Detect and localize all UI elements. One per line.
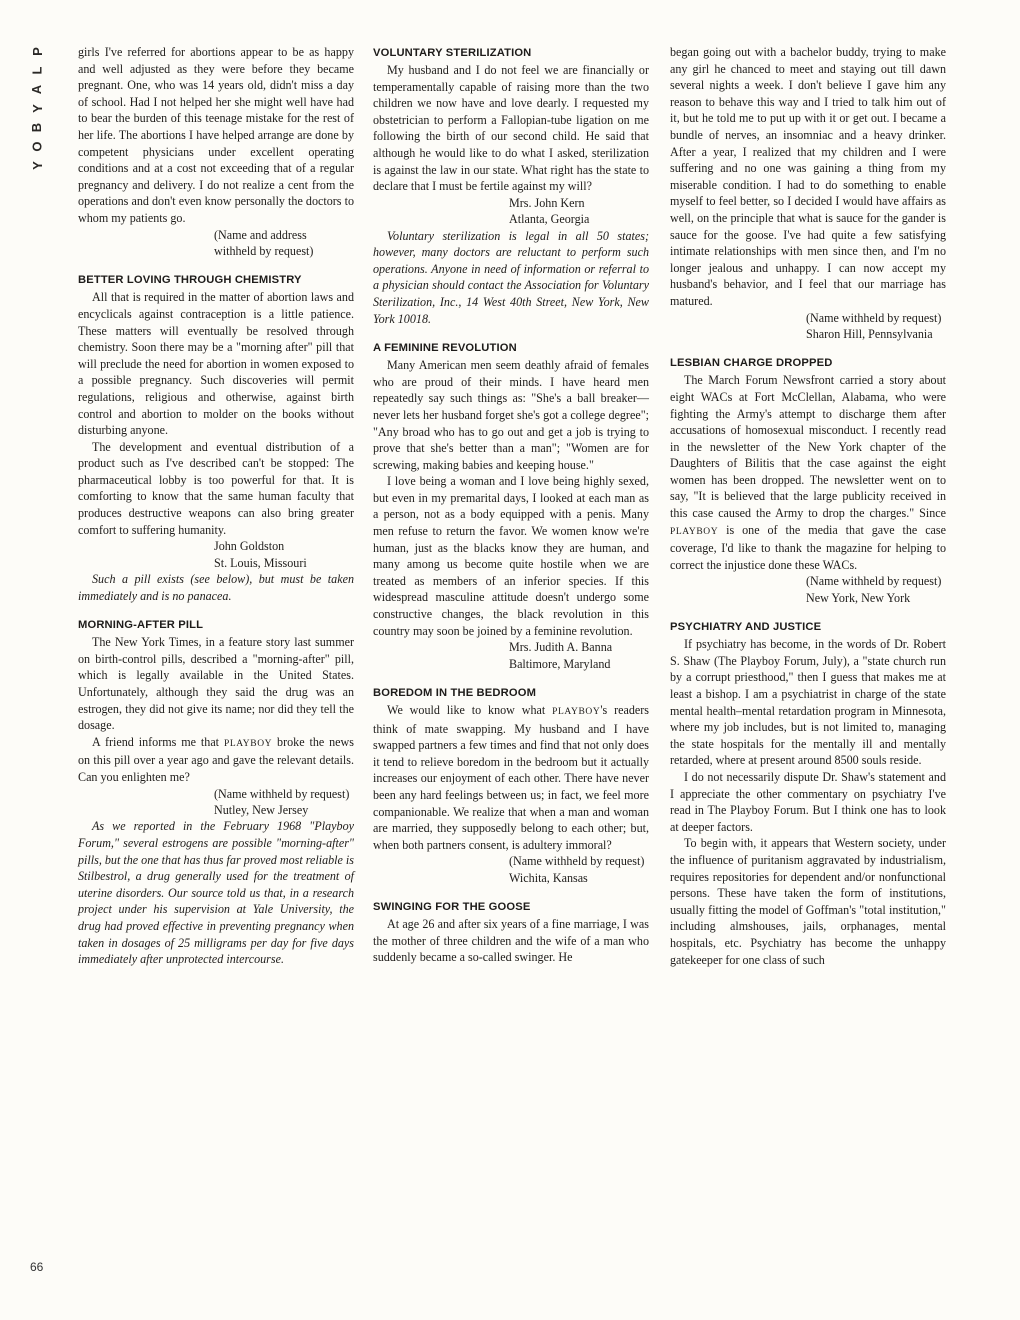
editor-reply: Such a pill exists (see below), but must be taken immediately and is no panacea. xyxy=(78,572,354,603)
letter-paragraph: girls I've referred for abortions appear to be as happy and well adjusted as they were before they became pregnant. One, who was 14 years old, didn't miss a day of school. Had I not helped her she might well have had to bear the burden of this teenage mistake for the rest of her life. The abortions I have helped arrange are done by competent physicians under excellent operating conditions and at a cost not exceeding that of a regular pregnancy and delivery. I do not realize a cent from the operations and don't even know personally the doctors to whom my patients go. xyxy=(78,45,354,225)
magazine-letter: Y xyxy=(29,104,45,113)
letter-signature-line: Mrs. John Kern xyxy=(509,195,585,210)
magazine-letter: B xyxy=(29,122,45,133)
letter-paragraph: At age 26 and after six years of a fine marriage, I was the mother of three children and the wife of a man who suddenly became a so-called swinger. He xyxy=(373,917,649,965)
letter-heading: MORNING-AFTER PILL xyxy=(78,619,204,632)
text-column-2 xyxy=(373,46,649,966)
text-column-3 xyxy=(670,44,946,968)
letter-heading: A FEMININE REVOLUTION xyxy=(373,342,517,355)
letter-heading: BETTER LOVING THROUGH CHEMISTRY xyxy=(78,274,302,287)
letter-signature-line: Wichita, Kansas xyxy=(509,870,588,885)
letter-signature-line: (Name withheld by request) xyxy=(214,786,350,801)
letter-heading: LESBIAN CHARGE DROPPED xyxy=(670,357,833,370)
letter-heading: BOREDOM IN THE BEDROOM xyxy=(373,687,537,700)
letter-signature-line: Nutley, New Jersey xyxy=(214,803,309,817)
letter-paragraph: To begin with, it appears that Western society, under the influence of puritanism aggravated by industrialism, requires repositories for dependent and/or nonfunctional persons. These have taken the form of institutions, usually fitting the model of Goffman's "total institution," including almshouses, jails, orphanages, mental hospitals, etc. Psychiatry has become the unhappy gatekeeper for one class of such xyxy=(670,836,946,967)
letter-signature-line: Sharon Hill, Pennsylvania xyxy=(806,326,933,341)
letter-paragraph: The New York Times, in a feature story last summer on birth-control pills, described a "morning-after" pill, which is legally available in the United States. Unfortunately, although they said the drug was an estrogen, they did not give its name; nor did they tell the dosage. xyxy=(78,635,354,733)
letter-heading: SWINGING FOR THE GOOSE xyxy=(373,901,531,914)
letter-paragraph: A friend informs me that PLAYBOY broke the news on this pill over a year ago and gave the relevant details. Can you enlighten me? xyxy=(78,734,354,784)
magazine-name-smallcaps: PLAYBOY xyxy=(670,526,719,537)
magazine-name-smallcaps: PLAYBOY xyxy=(552,707,601,718)
magazine-letter: Y xyxy=(29,161,45,170)
letter-paragraph: If psychiatry has become, in the words of Dr. Robert S. Shaw (The Playboy Forum, July), a "state church run by a corrupt priesthood," then I guess that makes me at least a bishop. I am a psychiatrist in charge of the state mental health–mental retardation program in Minnesota, where my job includes, but is not limited to, managing the state hospitals for the mentally ill and mentally retarded, where at present around 8500 souls reside. xyxy=(670,637,946,768)
letter-paragraph: I do not necessarily dispute Dr. Shaw's statement and I appreciate the other commentary on psychiatry I've read in The Playboy Forum. But I think one has to look at deeper factors. xyxy=(670,770,946,834)
letter-signature-line: (Name and address xyxy=(214,227,307,242)
magazine-letter: O xyxy=(29,141,45,152)
magazine-name-smallcaps: PLAYBOY xyxy=(223,738,273,749)
letter-signature-line: withheld by request) xyxy=(214,243,314,258)
letter-signature-line: (Name withheld by request) xyxy=(509,854,645,869)
page-number: 66 xyxy=(30,1260,44,1274)
letter-paragraph: I love being a woman and I love being highly sexed, but even in my premarital days, I looked at each man as a person, not as a body equipped with a penis. Many men refuse to return the favor. We women know we're human, just as the blacks know they are human, and many among us become quite hostile when we are treated as members of an inferior species. If this widespread masculine attitude doesn't undergo some constructive changes, the black revolution in this country may soon be joined by a feminine revolution. xyxy=(373,474,649,638)
letter-signature-line: Baltimore, Maryland xyxy=(509,656,611,671)
letter-signature-line: (Name withheld by request) xyxy=(806,574,942,589)
letter-heading: PSYCHIATRY AND JUSTICE xyxy=(670,621,822,634)
letter-paragraph: All that is required in the matter of abortion laws and encyclicals against contraception is a little patience. These matters will eventually be resolved through chemistry. Soon there may be a "morning after" pill that will preclude the need for abortion in women exposed to a possible pregnancy. Such discoveries will permit regulations, religious and otherwise, against birth control and abortion to molder on the books without disturbing anyone. xyxy=(78,290,354,438)
letter-heading: VOLUNTARY STERILIZATION xyxy=(373,47,532,59)
letter-signature-line: Atlanta, Georgia xyxy=(509,212,590,227)
letter-paragraph: The March Forum Newsfront carried a story about eight WACs at Fort McClellan, Alabama, who were fighting the Army's attempt to discharge them after accusations of homosexual misconduct. I recently read in the newsletter of the New York chapter of the Daughters of Bilitis that the case against the eight women has been dropped. The newsletter went on to say, "It is believed that the large publicity received in this case caused the Army to drop the charges." Since PLAYBOY is one of the media that gave the case coverage, I'd like to thank the magazine for helping to correct the injustice done these WACs. xyxy=(670,373,946,572)
letter-signature-line: New York, New York xyxy=(806,590,911,605)
letter-paragraph: We would like to know what PLAYBOY's readers think of mate swapping. My husband and I have swapped partners a few times and find that not only does it tend to relieve boredom in the bedroom but it actually increases our enjoyment of each other. There have never been any hard feelings between us; in fact, we feel more companionable. We realize that when a man and woman are married, they supposedly belong to each other; but, when both partners consent, is adultery immoral? xyxy=(373,703,649,852)
letter-signature-line: John Goldston xyxy=(214,539,285,554)
letter-signature-line: St. Louis, Missouri xyxy=(214,555,307,570)
editor-reply: As we reported in the February 1968 "Playboy Forum," several estrogens are possible "morning-after" pills, but the one that has thus far proved most reliable is Stilbestrol, a drug generally used for the treatment of uterine disorders. Our source told us that, in a research project under his supervision at Yale University, the drug had proved effective in preventing pregnancy when taken in dosages of 25 milligrams per day for five days immediately after unprotected intercourse. xyxy=(78,819,354,967)
letter-paragraph: Many American men seem deathly afraid of females who are proud of their minds. I have heard men repeatedly say such things as: "She's a ball breaker—never lets her husband forget she's got a college degree"; "Any broad who has to go out and get a job is trying to prove that she's better than a man"; "Women are for screwing, making babies and keeping house." xyxy=(373,358,649,472)
editor-reply: Voluntary sterilization is legal in all 50 states; however, many doctors are reluctant to perform such operations. Anyone in need of information or referral to a physician should contact the Association for Voluntary Sterilization, Inc., 14 West 40th Street, New York, New York 10018. xyxy=(373,228,649,326)
letter-paragraph: The development and eventual distribution of a product such as I've described can't be stopped: The pharmaceutical lobby is too powerful for that. It is comforting to know that the same human faculty that produces destructive weapons can also bring greater comfort to suffering humanity. xyxy=(78,439,354,537)
letter-paragraph: My husband and I do not feel we are financially or temperamentally capable of raising more than the two children we now have and love dearly. I requested my obstetrician to perform a Fallopian-tube ligation on me following the birth of our second child. He said that although he would like to do what I asked, sterilization is against the law in our state. What right has the state to declare that I must be fertile against my will? xyxy=(373,63,649,194)
magazine-letter: L xyxy=(29,66,45,75)
magazine-letter: A xyxy=(29,84,45,95)
letter-paragraph: began going out with a bachelor buddy, trying to make any girl he chanced to meet and staying out till dawn several nights a week. I don't believe I gave him any reason to behave this way and I tried to talk him out of it, but he told me to put up with it or get out. I became a bundle of nerves, an insomniac and a heavy drinker. After a year, I realized that my children and I were suffering and no one was gaining a thing from my miserable condition. I had to do something to enable myself to feel better, so I decided I would have affairs as well, on the principle that what is sauce for the gander is sauce for the goose. I've had quite a few satisfying intimate relationships with men since then, and I'm no longer jealous and unhappy. I can now accept my husband's behavior, and I feel that our marriage has matured. xyxy=(670,45,946,308)
letter-signature-line: (Name withheld by request) xyxy=(806,310,942,325)
letter-signature-line: Mrs. Judith A. Banna xyxy=(509,640,613,655)
text-column-1 xyxy=(78,44,354,968)
magazine-name-vertical xyxy=(28,42,46,175)
magazine-letter: P xyxy=(29,47,45,56)
